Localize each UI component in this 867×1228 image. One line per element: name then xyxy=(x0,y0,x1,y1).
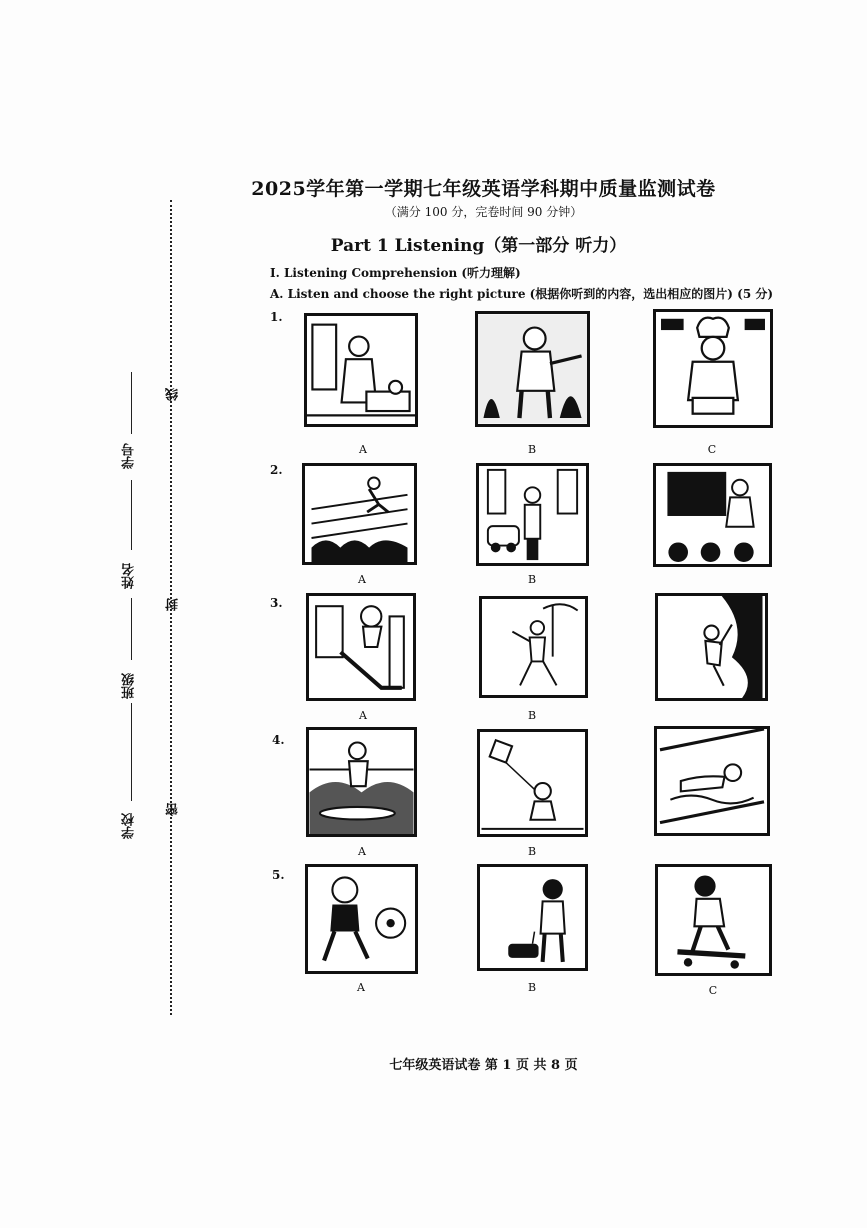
field-class: 班级 xyxy=(122,673,137,699)
field-student-id: 学号 xyxy=(122,443,137,469)
field-name-line[interactable] xyxy=(131,480,132,550)
skateboard-icon[interactable] xyxy=(655,864,772,976)
question-number: 2. xyxy=(270,463,283,477)
binding-char-mi: 密 xyxy=(166,803,181,816)
exam-subtitle: （满分 100 分，完卷时间 90 分钟） xyxy=(384,205,583,219)
slide-playground-icon[interactable] xyxy=(306,593,416,701)
question-number: 3. xyxy=(270,596,283,610)
police-traffic-icon[interactable] xyxy=(476,463,589,566)
section-instruction: A. Listen and choose the right picture (根据你听到的内容，选出相应的图片) (5 分) xyxy=(270,287,774,301)
option-label: B xyxy=(527,573,537,586)
teacher-classroom-icon[interactable] xyxy=(653,463,772,567)
field-name: 姓名 xyxy=(122,563,137,589)
firefighter-icon[interactable] xyxy=(475,311,590,427)
field-class-line[interactable] xyxy=(131,598,132,660)
option-label: A xyxy=(359,443,367,456)
question-number: 5. xyxy=(272,868,285,882)
question-number: 1. xyxy=(270,310,283,324)
binding-char-feng: 封 xyxy=(166,598,181,611)
field-student-id-line[interactable] xyxy=(131,372,132,434)
soccer-icon[interactable] xyxy=(305,864,418,974)
runner-race-icon[interactable] xyxy=(302,463,417,565)
option-label: B xyxy=(527,981,537,994)
page-footer: 七年级英语试卷 第 1 页 共 8 页 xyxy=(389,1058,578,1073)
exam-title: 2025学年第一学期七年级英语学科期中质量监测试卷 xyxy=(251,178,716,200)
option-label: A xyxy=(359,709,367,722)
question-number: 4. xyxy=(272,733,285,747)
chef-cake-icon[interactable] xyxy=(653,309,773,428)
remote-car-icon[interactable] xyxy=(477,864,588,971)
field-school-line[interactable] xyxy=(131,703,132,801)
option-label: A xyxy=(357,981,365,994)
field-school: 学校 xyxy=(122,813,137,839)
kite-flying-icon[interactable] xyxy=(477,729,588,837)
taichi-park-icon[interactable] xyxy=(479,596,588,698)
option-label: A xyxy=(358,845,366,858)
swimming-icon[interactable] xyxy=(654,726,770,836)
option-label: B xyxy=(527,709,537,722)
option-label: B xyxy=(527,443,537,456)
section-heading: I. Listening Comprehension (听力理解) xyxy=(270,266,521,280)
doctor-patient-icon[interactable] xyxy=(304,313,418,427)
option-label: C xyxy=(707,443,717,456)
binding-char-xian: 线 xyxy=(166,388,181,401)
option-label: B xyxy=(527,845,537,858)
option-label: A xyxy=(358,573,366,586)
option-label: C xyxy=(708,984,718,997)
rock-climbing-icon[interactable] xyxy=(655,593,768,701)
surfing-icon[interactable] xyxy=(306,727,417,837)
part-heading: Part 1 Listening（第一部分 听力） xyxy=(330,236,627,256)
